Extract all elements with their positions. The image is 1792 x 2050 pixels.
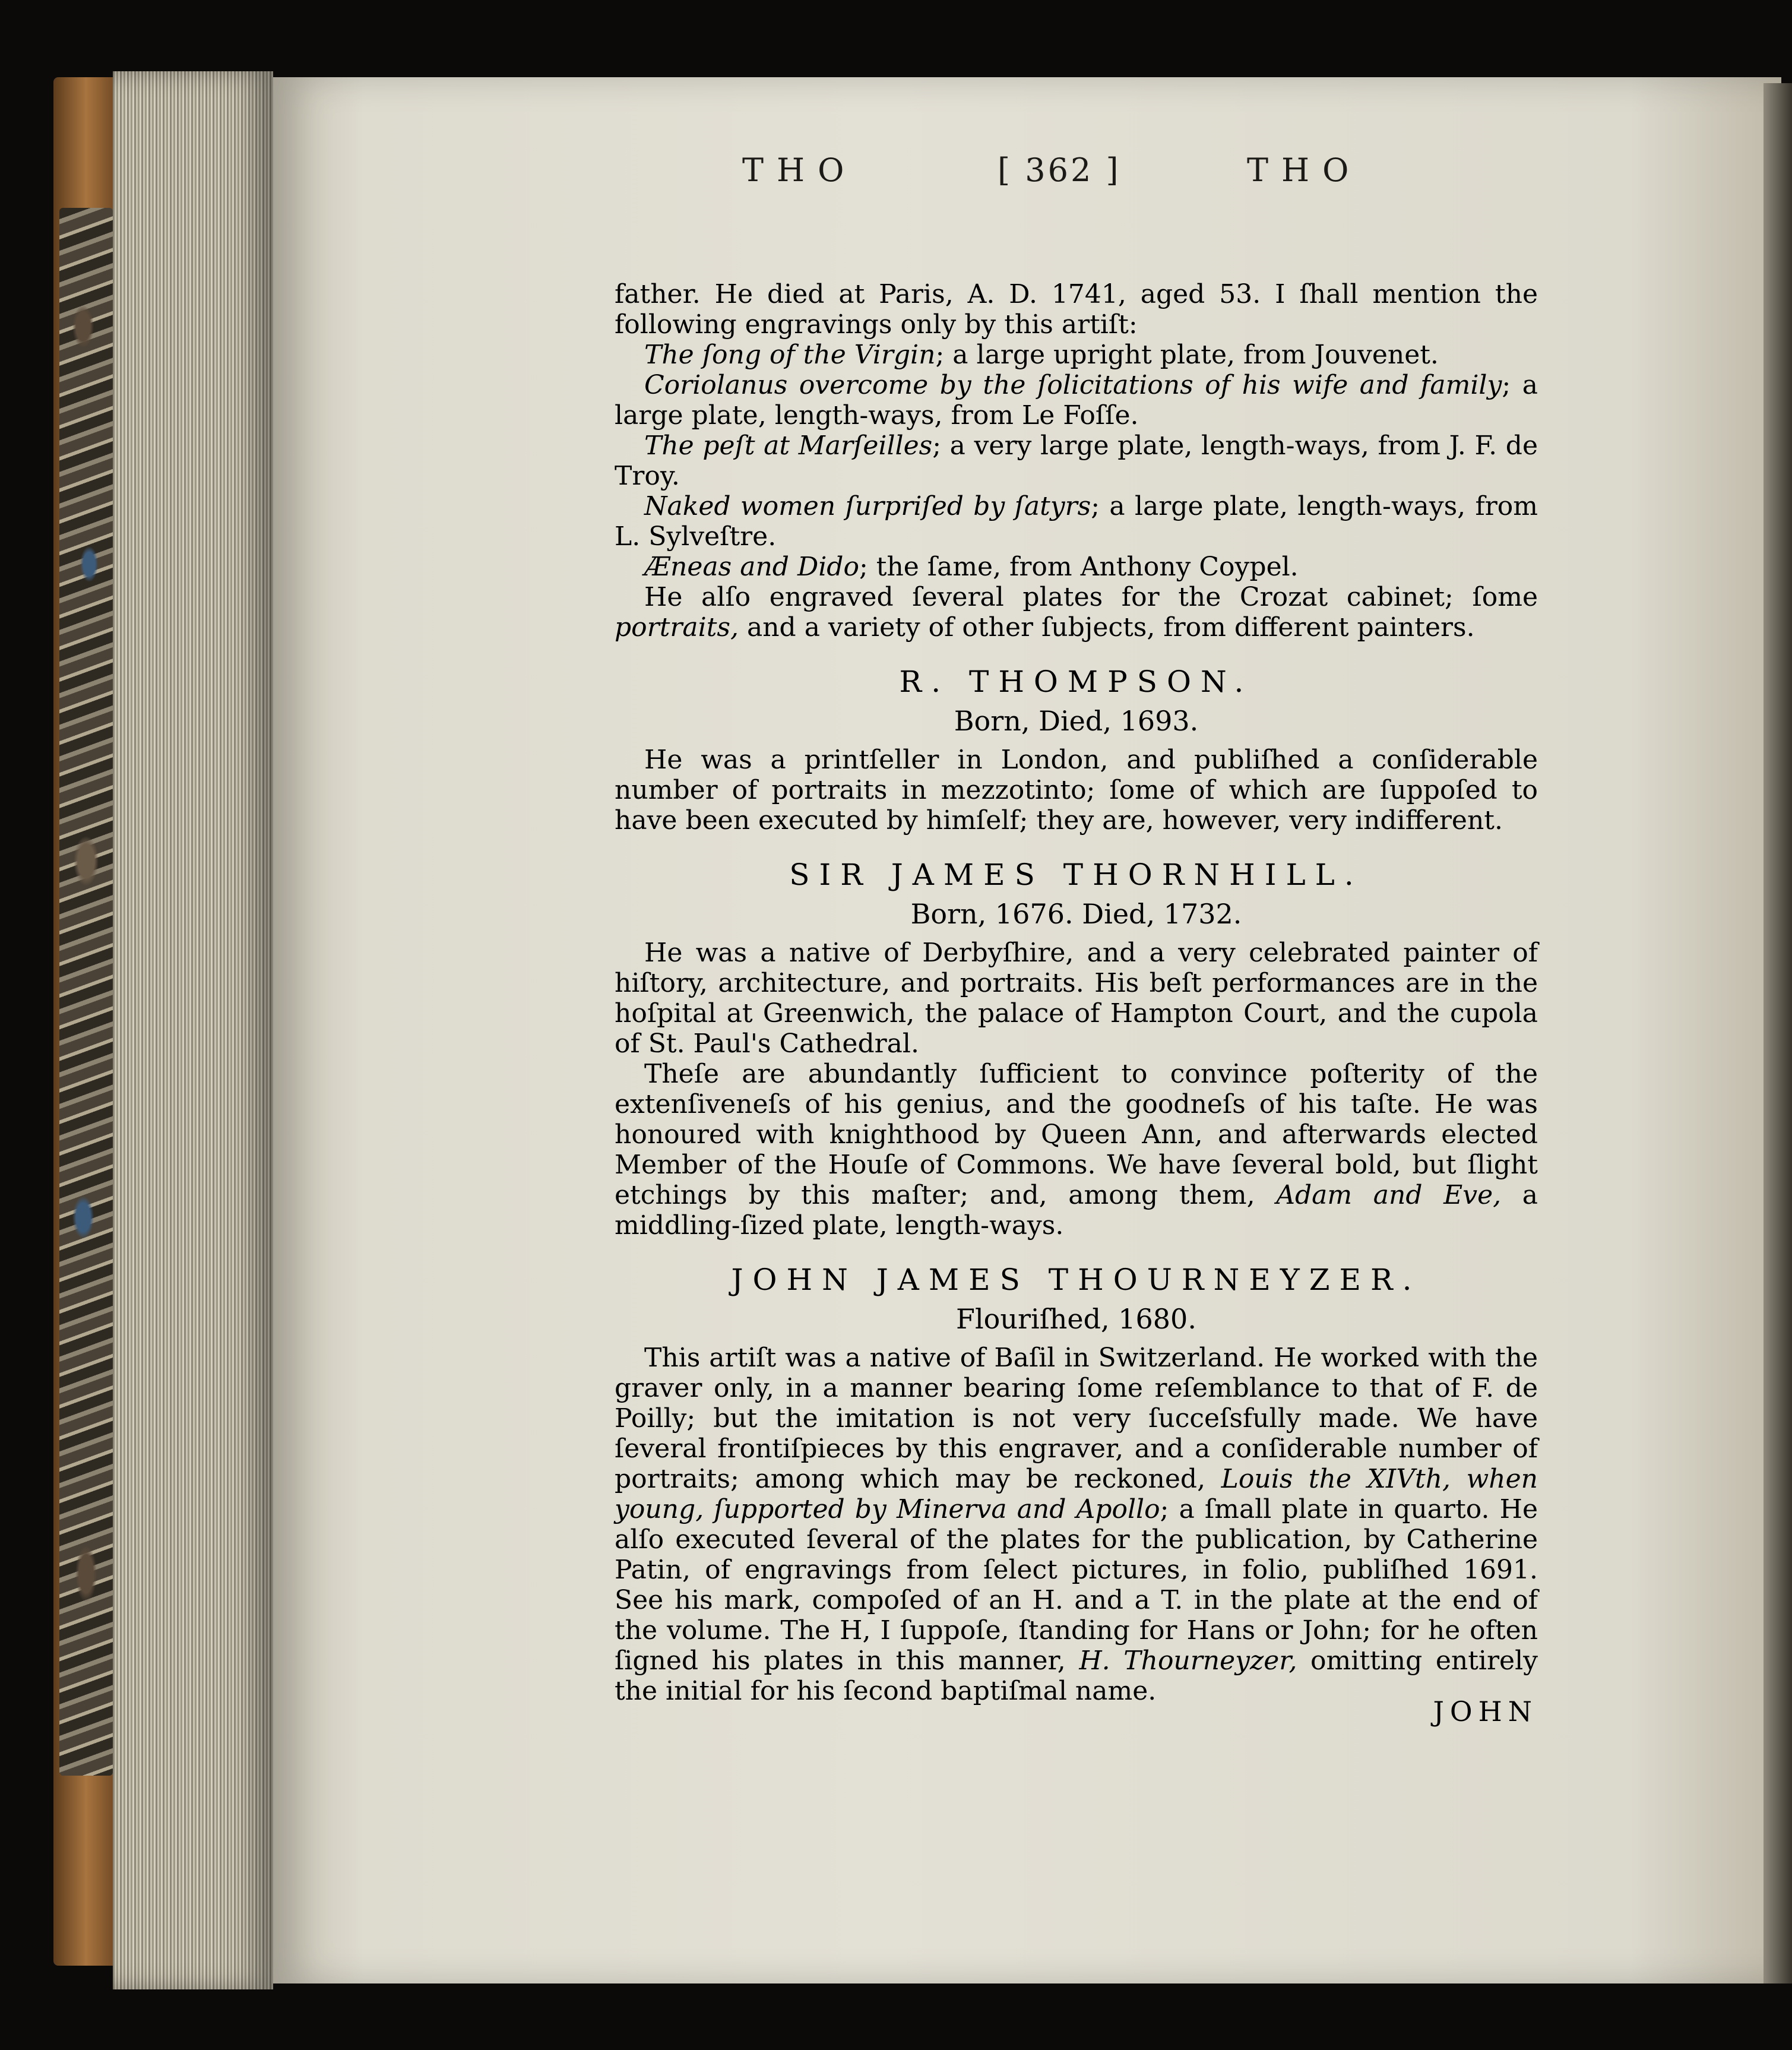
page-number: [ 362 ] <box>998 151 1121 189</box>
work-title: Coriolanus overcome by the ſolicitations of his wife and family <box>644 370 1502 400</box>
work-desc: ; a large plate, length-ways, from Le Foſſe. <box>615 370 1538 431</box>
text-run-italic: Adam and Eve, <box>1276 1180 1502 1210</box>
entry-heading-thompson: R. THOMPSON. <box>899 665 1253 699</box>
entry-text-thompson: He was a printſeller in London, and publiſhed a conſiderable number of portraits in mezzotinto; ſome of which are ſuppoſed to have been executed by himſelf; they are, however, very indifferent. <box>615 745 1538 836</box>
work-desc: ; a large upright plate, from Jouvenet. <box>935 340 1439 370</box>
text-run-italic: Louis the XIVth, when young, ſupported by Minerva and Apollo <box>615 1464 1538 1524</box>
opening-paragraph: father. He died at Paris, A. D. 1741, aged 53. I ſhall mention the following engravings only by this artiſt: <box>615 279 1538 340</box>
work-desc: ; a large plate, length-ways, from L. Sylveſtre. <box>615 491 1538 552</box>
work-desc: ; a very large plate, length-ways, from J. F. de Troy. <box>615 431 1538 491</box>
entry-text-thornhill-1: He was a native of Derbyſhire, and a very celebrated painter of hiſtory, architecture, and portraits. His beſt performances are in the hoſpital at Greenwich, the palace of Hampton Court, and the cupola of St. Paul's Cathedral. <box>615 938 1538 1059</box>
text-run: a middling-ſized plate, length-ways. <box>615 1180 1538 1241</box>
text-run: omitting entirely the initial for his ſecond baptiſmal name. <box>615 1646 1538 1706</box>
entry-dates-thourneyzer: Flouriſhed, 1680. <box>956 1303 1196 1335</box>
text-run: This artiſt was a native of Baſil in Switzerland. He worked with the graver only, in a manner bearing ſome reſemblance to that of F. de Poilly; but the imitation is not very ſucceſsfully made. We have ſeveral frontiſpieces by this engraver, and a conſiderable number of portraits; among which may be reckoned, <box>615 1343 1538 1494</box>
text-run: ; a ſmall plate in quarto. He alſo executed ſeveral of the plates for the publication, by Catherine Patin, of engravings from ſelect pictures, in folio, publiſhed 1691. See his mark, compoſed of an H. and a T. in the plate at the end of the volume. The H, I ſuppoſe, ſtanding for Hans or John; for he often ſigned his plates in this manner, <box>615 1494 1538 1676</box>
text-run-italic: portraits, <box>615 612 739 643</box>
page-edges <box>113 71 273 1989</box>
work-desc: ; the ſame, from Anthony Coypel. <box>859 552 1299 582</box>
text-run-italic: H. Thourneyzer, <box>1079 1646 1297 1676</box>
catchword: JOHN <box>1433 1695 1538 1728</box>
work-title: Æneas and Dido <box>644 552 859 582</box>
marbled-board <box>59 208 113 1776</box>
page-edge-shadow <box>1763 83 1792 1983</box>
text-run: He alſo engraved ſeveral plates for the Crozat cabinet; ſome <box>644 582 1538 612</box>
entry-heading-thourneyzer: JOHN JAMES THOURNEYZER. <box>731 1263 1421 1297</box>
work-title: The ſong of the Virgin <box>644 340 936 370</box>
text-run: and a variety of other ſubjects, from different painters. <box>746 612 1475 643</box>
work-title: Naked women ſurpriſed by ſatyrs <box>644 491 1091 521</box>
catchword-area <box>615 0 1538 1782</box>
text-run: Theſe are abundantly ſufficient to convince poſterity of the extenſiveneſs of his genius, and the goodneſs of his taſte. He was honoured with knighthood by Queen Ann, and afterwards elected Member of the Houſe of Commons. We have ſeveral bold, but ſlight etchings by this maſter; and, among them, <box>615 1059 1538 1210</box>
entry-heading-thornhill: SIR JAMES THORNHILL. <box>789 858 1363 892</box>
work-title: The peſt at Marſeilles <box>644 431 933 461</box>
entry-dates-thornhill: Born, 1676. Died, 1732. <box>910 898 1242 930</box>
running-head-right: THO <box>1247 151 1362 189</box>
running-head-left: THO <box>742 151 857 189</box>
entry-dates-thompson: Born, Died, 1693. <box>954 705 1199 737</box>
